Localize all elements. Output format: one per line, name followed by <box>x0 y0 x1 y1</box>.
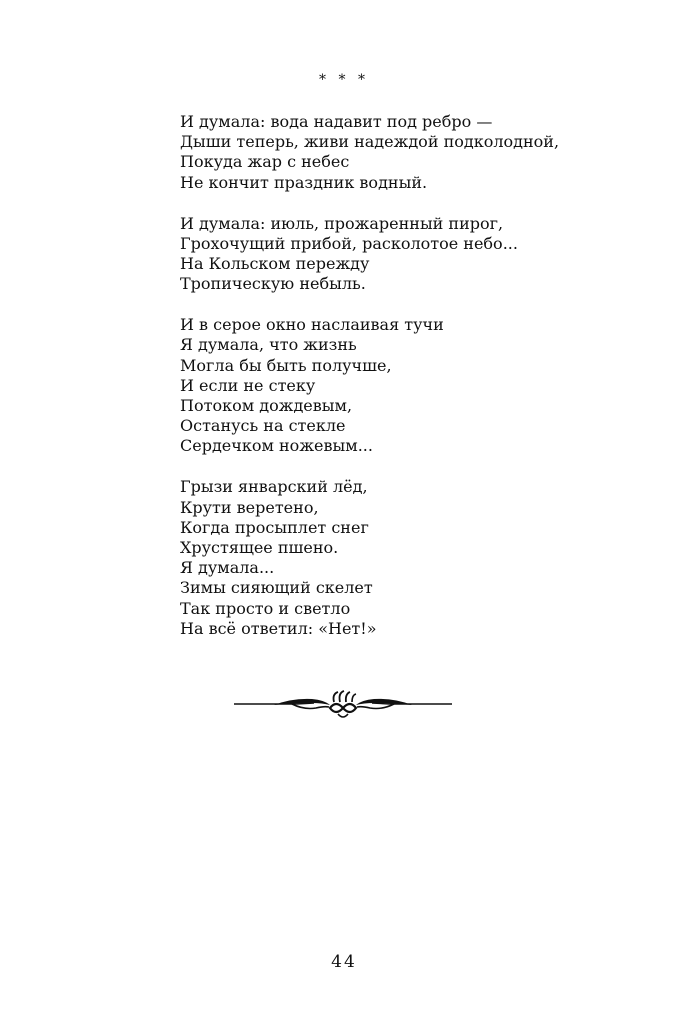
poem-line: И если не стеку <box>180 375 316 395</box>
poem-line: Так просто и светло <box>180 598 351 618</box>
poem-line: Дыши теперь, живи надеждой подколодной, <box>180 132 560 152</box>
poem-line: Грохочущий прибой, расколотое небо... <box>180 233 518 253</box>
stanza <box>180 214 620 295</box>
stanza <box>180 477 620 639</box>
poem-line: Я думала... <box>180 558 275 578</box>
poem-line: Хрустящее пшено. <box>180 538 339 558</box>
poem-line: И в серое окно наслаивая тучи <box>180 315 444 335</box>
poem-line: На Кольском пережду <box>180 254 370 274</box>
poem-line: Могла бы быть получше, <box>180 355 392 375</box>
section-asterisks: * * * <box>319 72 369 88</box>
poem-line: И думала: июль, прожаренный пирог, <box>180 213 504 233</box>
poem-line: Когда просыплет снег <box>180 517 369 537</box>
poem-line: Покуда жар с небес <box>180 152 350 172</box>
stanza <box>180 315 620 456</box>
poem-line: Останусь на стекле <box>180 416 346 436</box>
poem-line: Крути веретено, <box>180 497 319 517</box>
flourish-divider-icon <box>234 688 452 722</box>
poem-body <box>180 112 620 660</box>
stanza <box>180 112 620 193</box>
poem-line: Потоком дождевым, <box>180 396 353 416</box>
poem-line: Грызи январский лёд, <box>180 477 368 497</box>
poem-line: И думала: вода надавит под ребро — <box>180 112 493 131</box>
poem-line: Я думала, что жизнь <box>180 335 357 355</box>
poem-line: На всё ответил: «Нет!» <box>180 618 377 638</box>
poem-line: Сердечком ножевым... <box>180 436 373 456</box>
poem-line: Зимы сияющий скелет <box>180 578 373 598</box>
poem-line: Тропическую небыль. <box>180 274 366 294</box>
poem-line: Не кончит праздник водный. <box>180 172 428 192</box>
page-number: 44 <box>331 952 357 972</box>
